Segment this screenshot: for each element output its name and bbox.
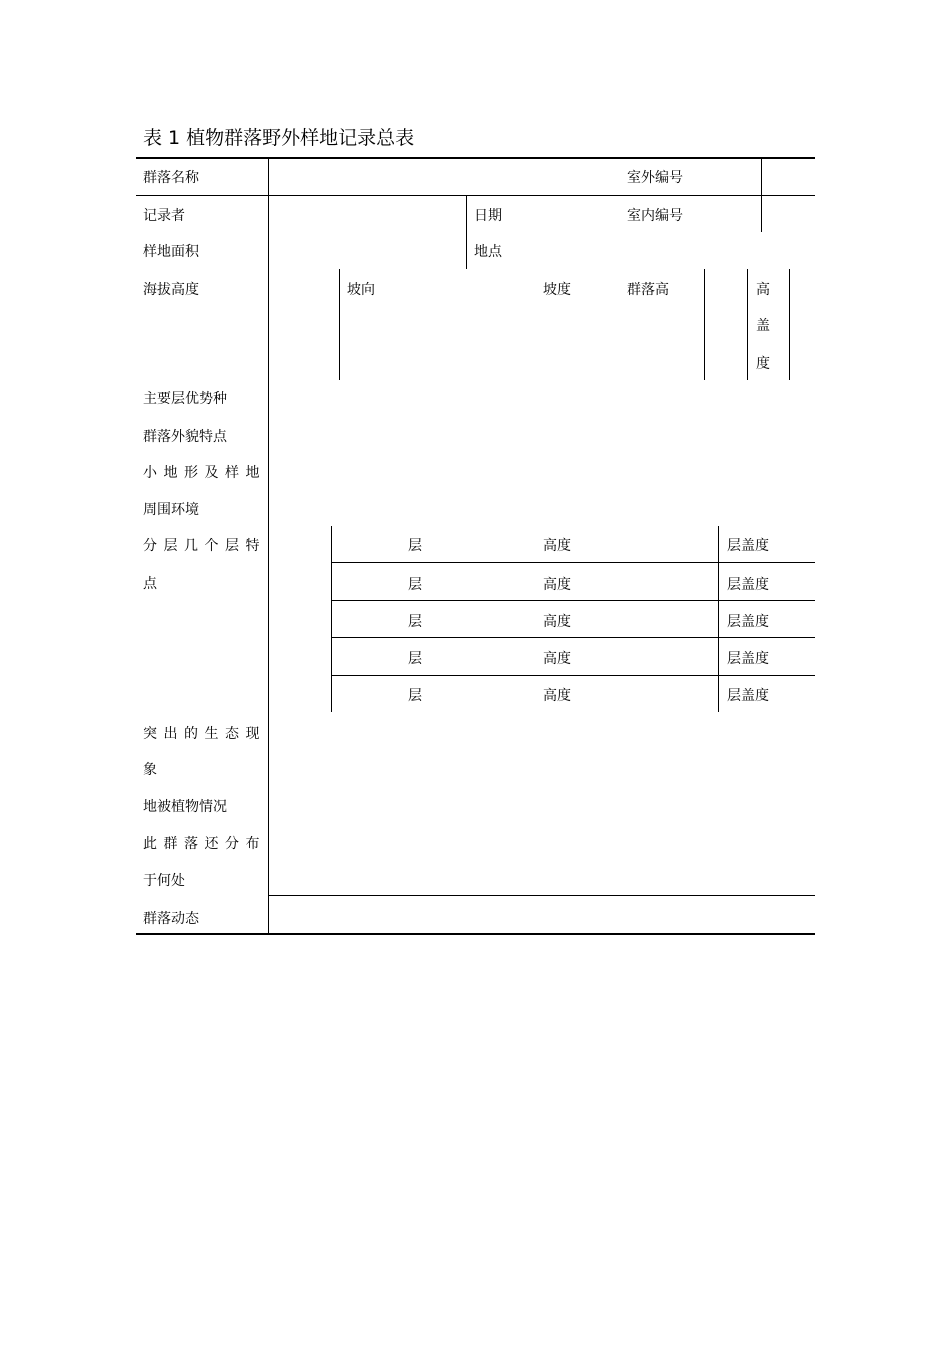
layer-cover: 层盖度	[727, 651, 769, 667]
row-rule	[136, 195, 815, 196]
layer-label: 层	[408, 577, 422, 593]
cell-divider	[466, 196, 467, 269]
label-distribution: 此群落还分布	[143, 836, 266, 852]
layer-rule	[331, 637, 815, 638]
layer-cover: 层盖度	[727, 688, 769, 704]
label-altitude: 海拔高度	[143, 282, 199, 298]
label-slope: 坡度	[543, 282, 571, 298]
layer-cover: 层盖度	[727, 538, 769, 554]
cell-divider	[761, 158, 762, 232]
label-community-name: 群落名称	[143, 170, 199, 186]
label-plot-area: 样地面积	[143, 244, 199, 260]
cell-divider	[747, 269, 748, 380]
label-aspect: 坡向	[347, 282, 375, 298]
label-cover-char-1: 高	[756, 282, 770, 298]
label-layering: 分层几个层特	[143, 538, 266, 554]
label-dominant-species: 主要层优势种	[143, 391, 227, 407]
layer-height: 高度	[543, 538, 571, 554]
label-physiognomy: 群落外貌特点	[143, 429, 227, 445]
label-micro-terrain-cont: 周围环境	[143, 502, 199, 518]
layer-rule	[331, 675, 815, 676]
layer-height: 高度	[543, 614, 571, 630]
layer-height: 高度	[543, 577, 571, 593]
layer-cover: 层盖度	[727, 614, 769, 630]
cell-divider	[704, 269, 705, 380]
layer-cover: 层盖度	[727, 577, 769, 593]
label-micro-terrain: 小地形及样地	[143, 465, 266, 481]
label-cover-char-2: 盖	[756, 318, 770, 334]
layer-table-divider	[331, 526, 332, 712]
table-top-rule	[136, 157, 815, 159]
label-outdoor-no: 室外编号	[627, 170, 683, 186]
cell-divider	[789, 269, 790, 380]
label-distribution-cont: 于何处	[143, 873, 185, 889]
label-dynamics: 群落动态	[143, 911, 199, 927]
label-ecology-cont: 象	[143, 762, 157, 778]
table-bottom-rule	[136, 933, 815, 935]
layer-label: 层	[408, 651, 422, 667]
layer-height: 高度	[543, 688, 571, 704]
label-ecology: 突出的生态现	[143, 726, 266, 742]
label-location: 地点	[474, 244, 502, 260]
label-ground-cover: 地被植物情况	[143, 799, 227, 815]
layer-label: 层	[408, 688, 422, 704]
layer-label: 层	[408, 614, 422, 630]
label-recorder: 记录者	[143, 208, 185, 224]
layer-label: 层	[408, 538, 422, 554]
layer-table-divider	[718, 526, 719, 712]
label-layering-cont: 点	[143, 576, 157, 592]
label-indoor-no: 室内编号	[627, 208, 683, 224]
label-column-divider	[268, 158, 269, 934]
label-cover-char-3: 度	[756, 356, 770, 372]
page-title: 表 1 植物群落野外样地记录总表	[143, 127, 415, 149]
label-community-height: 群落高	[627, 282, 669, 298]
cell-divider	[339, 269, 340, 380]
label-date: 日期	[474, 208, 502, 224]
layer-height: 高度	[543, 651, 571, 667]
row-rule	[268, 895, 815, 896]
layer-rule	[331, 600, 815, 601]
layer-rule	[331, 562, 815, 563]
